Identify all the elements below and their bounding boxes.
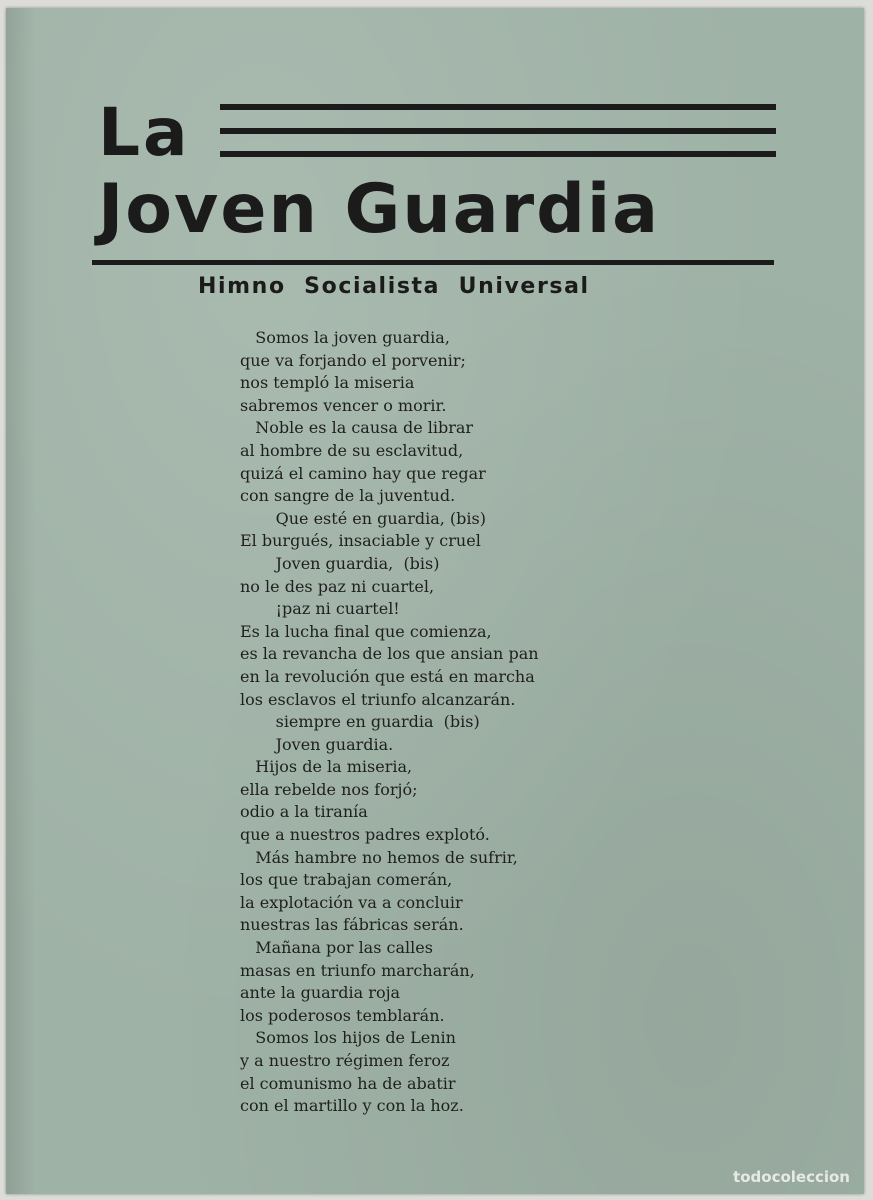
lyric-line: Es la lucha final que comienza, [240, 621, 492, 641]
lyric-line: al hombre de su esclavitud, [240, 440, 464, 460]
title-rule [220, 128, 776, 134]
lyric-line: es la revancha de los que ansian pan [240, 644, 539, 664]
document-page [6, 8, 864, 1194]
lyric-line: Hijos de la miseria, [240, 757, 413, 777]
watermark: todocoleccion [733, 1168, 850, 1186]
lyric-line: con el martillo y con la hoz. [240, 1096, 464, 1116]
lyric-line: masas en triunfo marcharán, [240, 960, 475, 980]
title-rule [220, 104, 776, 110]
lyric-line: ante la guardia roja [240, 983, 401, 1003]
lyric-line: siempre en guardia (bis) [240, 712, 480, 732]
page-spine-shadow [6, 8, 36, 1194]
lyric-line: quizá el camino hay que regar [240, 463, 486, 483]
title-line-2: Joven Guardia [98, 170, 661, 249]
lyric-line: nuestras las fábricas serán. [240, 915, 464, 935]
lyric-line: Somos la joven guardia, [240, 328, 450, 347]
lyric-line: Somos los hijos de Lenin [240, 1028, 456, 1048]
subtitle: Himno Socialista Universal [198, 274, 590, 299]
lyric-line: con sangre de la juventud. [240, 486, 456, 506]
lyric-line: Que esté en guardia, (bis) [240, 508, 486, 528]
lyric-line: los que trabajan comerán, [240, 870, 453, 890]
lyric-line: los poderosos temblarán. [240, 1005, 445, 1025]
lyric-line: que a nuestros padres explotó. [240, 825, 490, 845]
lyric-line: odio a la tiranía [240, 802, 368, 822]
title-rule [220, 151, 776, 157]
lyric-line: El burgués, insaciable y cruel [240, 531, 481, 551]
lyric-line: ¡paz ni cuartel! [240, 599, 400, 619]
lyric-line: no le des paz ni cuartel, [240, 576, 435, 596]
lyric-line: ella rebelde nos forjó; [240, 779, 418, 799]
lyrics-block [240, 327, 539, 1118]
lyric-line: Más hambre no hemos de sufrir, [240, 847, 518, 867]
lyric-line: que va forjando el porvenir; [240, 350, 466, 370]
lyric-line: sabremos vencer o morir. [240, 395, 447, 415]
lyric-line: en la revolución que está en marcha [240, 666, 535, 686]
lyric-line: Noble es la causa de librar [240, 418, 474, 438]
title-line-1: La [98, 94, 191, 171]
lyric-line: nos templó la miseria [240, 373, 415, 393]
lyric-line: y a nuestro régimen feroz [240, 1051, 450, 1070]
lyric-line: la explotación va a concluir [240, 892, 463, 912]
lyric-line: Mañana por las calles [240, 938, 433, 958]
lyric-line: Joven guardia. [240, 734, 394, 754]
lyric-line: el comunismo ha de abatir [240, 1073, 456, 1093]
lyric-line: Joven guardia, (bis) [240, 553, 440, 573]
lyric-line: los esclavos el triunfo alcanzarán. [240, 689, 516, 709]
title-underline [92, 260, 774, 265]
